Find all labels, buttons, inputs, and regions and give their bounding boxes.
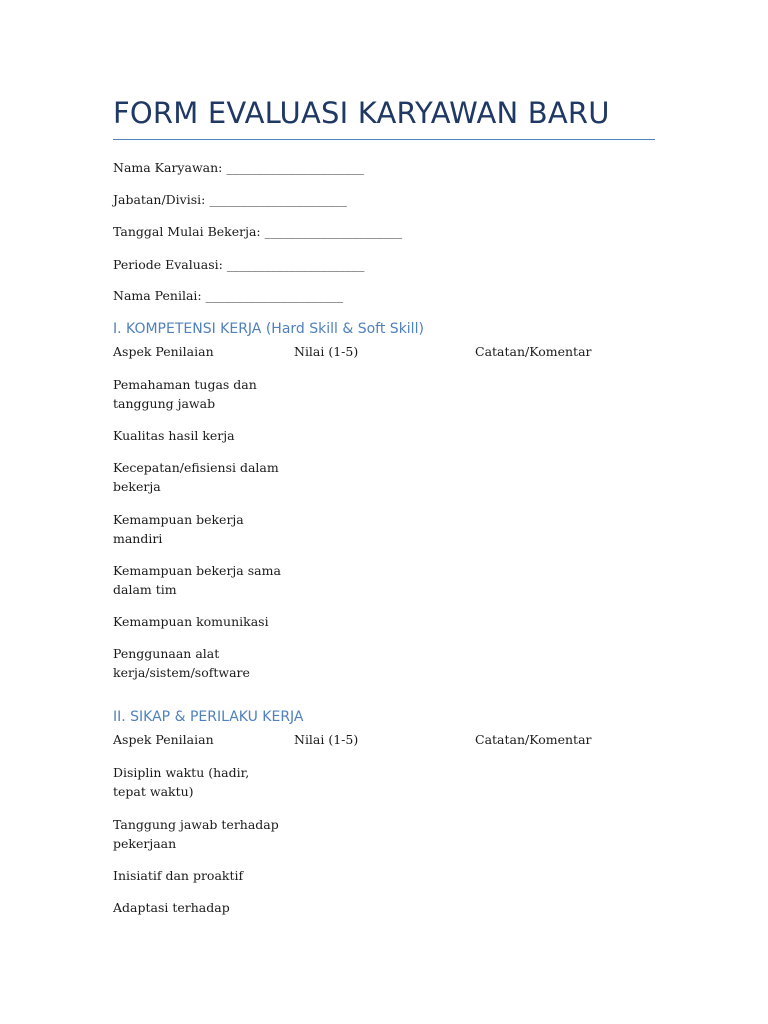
section-2-col-nilai: Nilai (1-5) xyxy=(294,732,359,747)
section-1-col-nilai: Nilai (1-5) xyxy=(294,344,359,359)
field-periode-evaluasi: Periode Evaluasi: ______________________ xyxy=(113,257,365,272)
section-2-col-catatan: Catatan/Komentar xyxy=(475,732,592,747)
section-2-heading: II. SIKAP & PERILAKU KERJA xyxy=(113,709,304,725)
field-jabatan-divisi: Jabatan/Divisi: ______________________ xyxy=(113,192,347,207)
section-1-row-aspect: Penggunaan alat kerja/sistem/software xyxy=(113,646,250,680)
document-title: FORM EVALUASI KARYAWAN BARU xyxy=(113,96,610,130)
section-2-row-aspect: Adaptasi terhadap xyxy=(113,900,230,915)
section-1-row-aspect: Kemampuan bekerja sama dalam tim xyxy=(113,563,281,597)
section-1-col-aspek: Aspek Penilaian xyxy=(113,344,214,359)
section-1-heading: I. KOMPETENSI KERJA (Hard Skill & Soft Skill) xyxy=(113,321,424,337)
section-1-row-aspect: Kemampuan bekerja mandiri xyxy=(113,512,244,546)
section-2-row-aspect: Disiplin waktu (hadir, tepat waktu) xyxy=(113,765,250,799)
section-1-row-aspect: Kemampuan komunikasi xyxy=(113,614,269,629)
section-1-row-aspect: Pemahaman tugas dan tanggung jawab xyxy=(113,377,257,411)
document-page xyxy=(113,0,655,1024)
title-underline xyxy=(113,139,655,140)
field-nama-karyawan: Nama Karyawan: ______________________ xyxy=(113,160,364,175)
field-nama-penilai: Nama Penilai: ______________________ xyxy=(113,288,344,303)
section-1-row-aspect: Kualitas hasil kerja xyxy=(113,428,235,443)
field-tanggal-mulai: Tanggal Mulai Bekerja: ______________________ xyxy=(113,224,403,239)
section-2-col-aspek: Aspek Penilaian xyxy=(113,732,214,747)
section-2-row-aspect: Tanggung jawab terhadap pekerjaan xyxy=(113,817,279,851)
section-1-col-catatan: Catatan/Komentar xyxy=(475,344,592,359)
section-2-row-aspect: Inisiatif dan proaktif xyxy=(113,868,244,883)
section-1-row-aspect: Kecepatan/efisiensi dalam bekerja xyxy=(113,460,279,494)
